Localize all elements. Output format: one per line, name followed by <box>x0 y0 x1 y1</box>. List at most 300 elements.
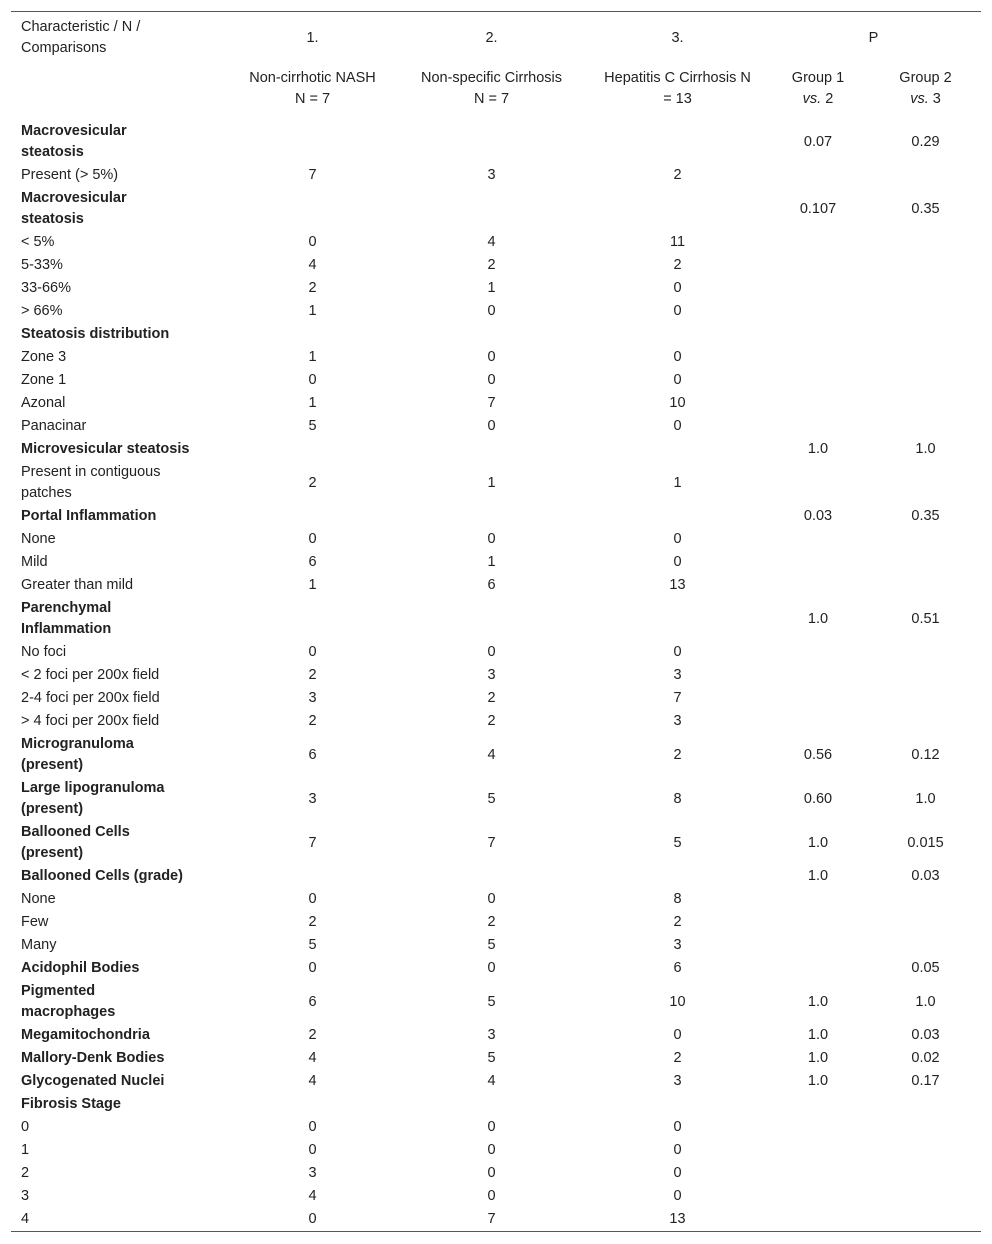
cell-p-2-vs-3: 0.35 <box>911 508 940 524</box>
cell-p-2-vs-3 <box>870 1208 981 1231</box>
cell-group-1: 1 <box>308 303 317 319</box>
cell-group-3 <box>589 505 766 528</box>
row-label: 1 <box>21 1142 30 1158</box>
cell-group-2: 6 <box>487 577 496 593</box>
cell-group-1: 0 <box>308 531 317 547</box>
table-row <box>11 733 981 777</box>
cell-group-1: 3 <box>308 790 317 807</box>
cell-p-2-vs-3: 1.0 <box>915 790 936 807</box>
table-row <box>11 777 981 821</box>
cell-group-3: 3 <box>673 667 682 683</box>
table-row <box>11 528 981 551</box>
cell-group-1: 5 <box>308 418 317 434</box>
row-label: 4 <box>21 1211 30 1227</box>
row-label: Present in contiguous patches <box>21 464 161 501</box>
cell-group-2: 0 <box>487 1142 496 1158</box>
cell-p-1-vs-2 <box>766 415 870 438</box>
cell-p-1-vs-2 <box>766 1185 870 1208</box>
row-label: Azonal <box>21 395 66 411</box>
cell-p-2-vs-3 <box>870 1093 981 1116</box>
row-label: 2 <box>21 1165 30 1181</box>
cell-p-2-vs-3 <box>870 528 981 551</box>
row-label: Panacinar <box>21 418 87 434</box>
cell-group-1: 0 <box>308 960 317 976</box>
cell-group-1 <box>231 1093 394 1116</box>
cell-p-1-vs-2 <box>766 551 870 574</box>
cell-p-2-vs-3 <box>870 888 981 911</box>
table-row <box>11 597 981 641</box>
cell-group-2 <box>394 120 589 164</box>
cell-p-1-vs-2: 1.0 <box>807 1027 829 1043</box>
header-p-value: P <box>868 29 879 46</box>
cell-p-2-vs-3 <box>870 277 981 300</box>
cell-p-1-vs-2 <box>766 300 870 323</box>
table-row <box>11 865 981 888</box>
cell-p-2-vs-3 <box>870 461 981 505</box>
cell-group-2: 0 <box>487 1165 496 1181</box>
table-row <box>11 641 981 664</box>
row-section-label: Mallory-Denk Bodies <box>21 1050 165 1066</box>
row-label: < 5% <box>21 234 55 250</box>
cell-group-3 <box>589 438 766 461</box>
cell-p-1-vs-2 <box>766 392 870 415</box>
cell-p-2-vs-3 <box>870 1185 981 1208</box>
cell-group-3 <box>589 187 766 231</box>
cell-group-2: 3 <box>487 1027 496 1043</box>
cell-group-1 <box>231 120 394 164</box>
cell-p-2-vs-3: 0.51 <box>911 610 940 627</box>
cell-group-2: 1 <box>487 474 496 491</box>
cell-p-1-vs-2 <box>766 323 870 346</box>
row-section-label: Portal Inflammation <box>21 508 157 524</box>
cell-group-1: 1 <box>308 349 317 365</box>
cell-p-2-vs-3 <box>870 415 981 438</box>
header-row-names <box>11 64 981 120</box>
cell-group-1: 0 <box>308 1142 317 1158</box>
cell-group-2: 7 <box>487 395 496 411</box>
cell-group-3 <box>589 865 766 888</box>
cell-group-3: 7 <box>673 690 682 706</box>
cell-p-2-vs-3 <box>870 687 981 710</box>
header-group-3-name: Hepatitis C Cirrhosis N = 13 <box>604 70 751 107</box>
row-label: Greater than mild <box>21 577 134 593</box>
row-label: Present (> 5%) <box>21 167 119 183</box>
cell-group-2: 0 <box>487 644 496 660</box>
table-body <box>11 120 981 1231</box>
header-comparison-2-vs-3: Group 2 vs. 3 <box>899 70 952 107</box>
cell-p-1-vs-2 <box>766 664 870 687</box>
cell-p-2-vs-3: 1.0 <box>915 441 936 457</box>
cell-p-1-vs-2: 0.60 <box>803 790 833 807</box>
table-row <box>11 277 981 300</box>
cell-group-3: 3 <box>673 1073 682 1089</box>
table-row <box>11 1093 981 1116</box>
cell-group-3: 3 <box>673 937 682 953</box>
row-label: > 66% <box>21 303 63 319</box>
cell-p-2-vs-3 <box>870 369 981 392</box>
cell-group-3: 0 <box>673 1165 682 1181</box>
row-section-label: Macrovesicular steatosis <box>21 190 127 227</box>
table-row <box>11 505 981 528</box>
row-label: Zone 1 <box>21 372 67 388</box>
table-row <box>11 934 981 957</box>
cell-p-1-vs-2 <box>766 888 870 911</box>
cell-group-3: 0 <box>673 349 682 365</box>
table-row <box>11 300 981 323</box>
row-label: 33-66% <box>21 280 71 296</box>
cell-p-2-vs-3: 0.02 <box>911 1050 940 1066</box>
row-section-label: Ballooned Cells (present) <box>21 824 130 861</box>
row-section-label: Microvesicular steatosis <box>21 441 190 457</box>
header-group-1-name: Non-cirrhotic NASH N = 7 <box>249 70 376 107</box>
table-row <box>11 187 981 231</box>
cell-group-3: 10 <box>669 993 686 1010</box>
row-label: < 2 foci per 200x field <box>21 667 160 683</box>
row-label: No foci <box>21 644 67 660</box>
cell-group-1 <box>231 597 394 641</box>
cell-p-2-vs-3 <box>870 392 981 415</box>
cell-p-1-vs-2: 0.03 <box>803 508 833 524</box>
cell-p-2-vs-3 <box>870 1162 981 1185</box>
cell-group-2 <box>394 865 589 888</box>
cell-group-1: 2 <box>308 280 317 296</box>
cell-p-1-vs-2: 0.56 <box>803 746 833 763</box>
cell-p-1-vs-2 <box>766 957 870 980</box>
cell-p-2-vs-3: 0.12 <box>911 746 940 763</box>
cell-p-1-vs-2: 1.0 <box>807 441 829 457</box>
cell-p-2-vs-3 <box>870 551 981 574</box>
cell-group-2: 5 <box>487 937 496 953</box>
row-section-label: Macrovesicular steatosis <box>21 123 127 160</box>
table-row <box>11 687 981 710</box>
cell-group-2: 2 <box>487 914 496 930</box>
cell-group-2: 2 <box>487 690 496 706</box>
cell-group-3: 0 <box>673 554 682 570</box>
cell-group-1: 2 <box>308 713 317 729</box>
cell-group-2 <box>394 1093 589 1116</box>
cell-p-1-vs-2: 1.0 <box>807 993 829 1010</box>
cell-group-3: 2 <box>673 1050 682 1066</box>
cell-group-2: 0 <box>487 418 496 434</box>
cell-group-1: 4 <box>308 257 317 273</box>
cell-group-2 <box>394 438 589 461</box>
header-row-groups <box>11 12 981 64</box>
cell-group-2: 5 <box>487 1050 496 1066</box>
header-group-1-number: 1. <box>306 29 319 46</box>
row-label: None <box>21 531 56 547</box>
row-section-label: Pigmented macrophages <box>21 983 116 1020</box>
cell-group-3: 2 <box>673 914 682 930</box>
table-row <box>11 164 981 187</box>
table-row <box>11 1024 981 1047</box>
cell-group-1: 7 <box>308 834 317 851</box>
cell-group-1: 0 <box>308 234 317 250</box>
cell-group-1: 4 <box>308 1050 317 1066</box>
cell-group-1 <box>231 505 394 528</box>
cell-group-2: 4 <box>487 746 496 763</box>
cell-group-1 <box>231 865 394 888</box>
row-section-label: Steatosis distribution <box>21 326 170 342</box>
table-row <box>11 1162 981 1185</box>
row-section-label: Parenchymal Inflammation <box>21 600 112 637</box>
table-row <box>11 710 981 733</box>
cell-p-1-vs-2 <box>766 346 870 369</box>
cell-group-3: 8 <box>673 790 682 807</box>
cell-p-2-vs-3: 0.35 <box>911 200 940 217</box>
cell-group-1 <box>231 438 394 461</box>
table-row <box>11 1116 981 1139</box>
cell-p-1-vs-2 <box>766 231 870 254</box>
cell-group-2: 4 <box>487 1073 496 1089</box>
table-row <box>11 346 981 369</box>
cell-group-3: 5 <box>673 834 682 851</box>
cell-group-1 <box>231 187 394 231</box>
row-section-label: Acidophil Bodies <box>21 960 140 976</box>
cell-group-2: 2 <box>487 257 496 273</box>
cell-p-1-vs-2: 0.107 <box>799 200 837 217</box>
cell-p-1-vs-2 <box>766 574 870 597</box>
cell-group-2: 5 <box>487 790 496 807</box>
cell-group-2: 0 <box>487 531 496 547</box>
cell-p-1-vs-2 <box>766 710 870 733</box>
cell-group-1: 6 <box>308 554 317 570</box>
cell-group-3: 0 <box>673 531 682 547</box>
cell-p-1-vs-2: 1.0 <box>807 868 829 884</box>
table-row <box>11 392 981 415</box>
cell-group-1: 0 <box>308 1119 317 1135</box>
row-section-label: Microgranuloma (present) <box>21 736 134 773</box>
cell-p-2-vs-3 <box>870 323 981 346</box>
cell-p-2-vs-3 <box>870 1139 981 1162</box>
table-row <box>11 980 981 1024</box>
cell-group-1: 0 <box>308 372 317 388</box>
table-row <box>11 231 981 254</box>
cell-group-2: 7 <box>487 1211 496 1227</box>
cell-group-3: 0 <box>673 1188 682 1204</box>
table-row <box>11 461 981 505</box>
table-row <box>11 369 981 392</box>
cell-p-1-vs-2 <box>766 1208 870 1231</box>
cell-p-2-vs-3 <box>870 346 981 369</box>
cell-group-1: 5 <box>308 937 317 953</box>
table-row <box>11 1047 981 1070</box>
cell-group-3: 13 <box>669 577 686 593</box>
cell-p-1-vs-2 <box>766 461 870 505</box>
cell-group-3: 3 <box>673 713 682 729</box>
cell-group-1: 2 <box>308 1027 317 1043</box>
row-section-label: Glycogenated Nuclei <box>21 1073 165 1089</box>
cell-group-3: 11 <box>669 234 686 250</box>
cell-group-3 <box>589 597 766 641</box>
row-label: Zone 3 <box>21 349 67 365</box>
cell-p-1-vs-2 <box>766 1139 870 1162</box>
header-group-3-number: 3. <box>671 29 684 46</box>
cell-group-2 <box>394 505 589 528</box>
cell-group-1: 3 <box>308 1165 317 1181</box>
cell-group-2: 0 <box>487 1119 496 1135</box>
cell-p-2-vs-3: 0.29 <box>911 133 940 150</box>
cell-group-2: 0 <box>487 891 496 907</box>
cell-group-1: 6 <box>308 993 317 1010</box>
cell-p-2-vs-3 <box>870 254 981 277</box>
cell-group-2: 3 <box>487 667 496 683</box>
cell-p-1-vs-2 <box>766 1162 870 1185</box>
cell-p-2-vs-3 <box>870 574 981 597</box>
cell-group-3: 10 <box>669 395 686 411</box>
table-row <box>11 821 981 865</box>
table-row <box>11 1139 981 1162</box>
row-section-label: Megamitochondria <box>21 1027 150 1043</box>
cell-group-2: 2 <box>487 713 496 729</box>
cell-group-3 <box>589 323 766 346</box>
row-label: 2-4 foci per 200x field <box>21 690 160 706</box>
header-group-2-name: Non-specific Cirrhosis N = 7 <box>420 70 562 107</box>
cell-p-2-vs-3: 0.17 <box>911 1073 940 1089</box>
cell-group-3: 2 <box>673 167 682 183</box>
row-label: 3 <box>21 1188 30 1204</box>
table-row <box>11 1070 981 1093</box>
table-row <box>11 957 981 980</box>
row-label: Many <box>21 937 57 953</box>
cell-p-1-vs-2 <box>766 687 870 710</box>
cell-group-1: 0 <box>308 1211 317 1227</box>
row-label: 0 <box>21 1119 30 1135</box>
cell-group-3: 0 <box>673 280 682 296</box>
header-comparison-1-vs-2: Group 1 vs. 2 <box>791 70 845 107</box>
header-characteristic: Characteristic / N / Comparisons <box>21 19 141 56</box>
table-row <box>11 438 981 461</box>
table-row <box>11 1185 981 1208</box>
cell-p-2-vs-3: 0.05 <box>911 960 940 976</box>
cell-p-1-vs-2 <box>766 369 870 392</box>
cell-p-1-vs-2 <box>766 164 870 187</box>
cell-group-1: 2 <box>308 474 317 491</box>
cell-group-2: 7 <box>487 834 496 851</box>
cell-p-2-vs-3: 0.015 <box>907 834 944 851</box>
cell-p-1-vs-2 <box>766 911 870 934</box>
cell-group-2: 5 <box>487 993 496 1010</box>
table-row <box>11 415 981 438</box>
comparison-table <box>11 12 981 1231</box>
cell-p-2-vs-3 <box>870 934 981 957</box>
cell-p-2-vs-3 <box>870 710 981 733</box>
cell-group-2: 3 <box>487 167 496 183</box>
cell-p-1-vs-2: 1.0 <box>807 610 829 627</box>
cell-p-1-vs-2 <box>766 934 870 957</box>
cell-p-1-vs-2: 0.07 <box>803 133 833 150</box>
cell-group-3: 6 <box>673 960 682 976</box>
table-row <box>11 1208 981 1231</box>
cell-group-3: 8 <box>673 891 682 907</box>
cell-group-2: 1 <box>487 280 496 296</box>
row-section-label: Ballooned Cells (grade) <box>21 868 183 884</box>
cell-p-1-vs-2 <box>766 277 870 300</box>
cell-group-2: 0 <box>487 303 496 319</box>
header-group-2-number: 2. <box>485 29 498 46</box>
table-row <box>11 551 981 574</box>
cell-group-1: 1 <box>308 395 317 411</box>
cell-p-2-vs-3 <box>870 664 981 687</box>
table-row <box>11 120 981 164</box>
cell-p-1-vs-2 <box>766 641 870 664</box>
cell-group-1: 7 <box>308 167 317 183</box>
cell-group-1 <box>231 323 394 346</box>
cell-p-1-vs-2: 1.0 <box>807 1050 829 1066</box>
cell-group-3: 0 <box>673 418 682 434</box>
row-section-label: Fibrosis Stage <box>21 1096 121 1112</box>
table-row <box>11 254 981 277</box>
cell-p-2-vs-3 <box>870 164 981 187</box>
cell-group-3 <box>589 1093 766 1116</box>
cell-group-2: 0 <box>487 372 496 388</box>
cell-group-1: 3 <box>308 690 317 706</box>
cell-group-1: 2 <box>308 667 317 683</box>
cell-group-1: 0 <box>308 644 317 660</box>
cell-group-3: 0 <box>673 303 682 319</box>
cell-p-1-vs-2 <box>766 528 870 551</box>
cell-group-2: 4 <box>487 234 496 250</box>
cell-p-2-vs-3 <box>870 231 981 254</box>
cell-p-1-vs-2 <box>766 1093 870 1116</box>
cell-group-3 <box>589 120 766 164</box>
cell-group-1: 0 <box>308 891 317 907</box>
row-section-label: Large lipogranuloma (present) <box>21 780 165 817</box>
cell-group-3: 13 <box>669 1211 686 1227</box>
cell-group-2 <box>394 597 589 641</box>
cell-p-2-vs-3 <box>870 641 981 664</box>
cell-p-2-vs-3 <box>870 911 981 934</box>
row-label: 5-33% <box>21 257 63 273</box>
cell-group-2: 1 <box>487 554 496 570</box>
cell-p-2-vs-3 <box>870 300 981 323</box>
cell-p-2-vs-3: 0.03 <box>911 868 940 884</box>
cell-group-2: 0 <box>487 960 496 976</box>
cell-group-3: 0 <box>673 372 682 388</box>
cell-group-3: 2 <box>673 746 682 763</box>
cell-group-1: 4 <box>308 1188 317 1204</box>
cell-group-2: 0 <box>487 349 496 365</box>
cell-p-2-vs-3: 1.0 <box>915 993 936 1010</box>
cell-group-1: 1 <box>308 577 317 593</box>
row-label: > 4 foci per 200x field <box>21 713 160 729</box>
cell-group-3: 1 <box>673 474 682 491</box>
cell-group-2: 0 <box>487 1188 496 1204</box>
header-blank <box>11 64 231 120</box>
cell-group-1: 4 <box>308 1073 317 1089</box>
cell-group-3: 0 <box>673 1027 682 1043</box>
cell-group-1: 6 <box>308 746 317 763</box>
cell-group-2 <box>394 323 589 346</box>
table-row <box>11 323 981 346</box>
cell-p-1-vs-2 <box>766 1116 870 1139</box>
cell-p-2-vs-3: 0.03 <box>911 1027 940 1043</box>
row-label: None <box>21 891 56 907</box>
cell-group-3: 0 <box>673 1119 682 1135</box>
cell-group-1: 2 <box>308 914 317 930</box>
row-label: Mild <box>21 554 48 570</box>
cell-group-3: 2 <box>673 257 682 273</box>
cell-p-1-vs-2: 1.0 <box>807 834 829 851</box>
cell-p-1-vs-2 <box>766 254 870 277</box>
table-row <box>11 888 981 911</box>
table-row <box>11 664 981 687</box>
histology-table <box>11 11 981 1232</box>
cell-p-1-vs-2: 1.0 <box>807 1073 829 1089</box>
cell-group-3: 0 <box>673 644 682 660</box>
table-row <box>11 574 981 597</box>
cell-p-2-vs-3 <box>870 1116 981 1139</box>
table-row <box>11 911 981 934</box>
